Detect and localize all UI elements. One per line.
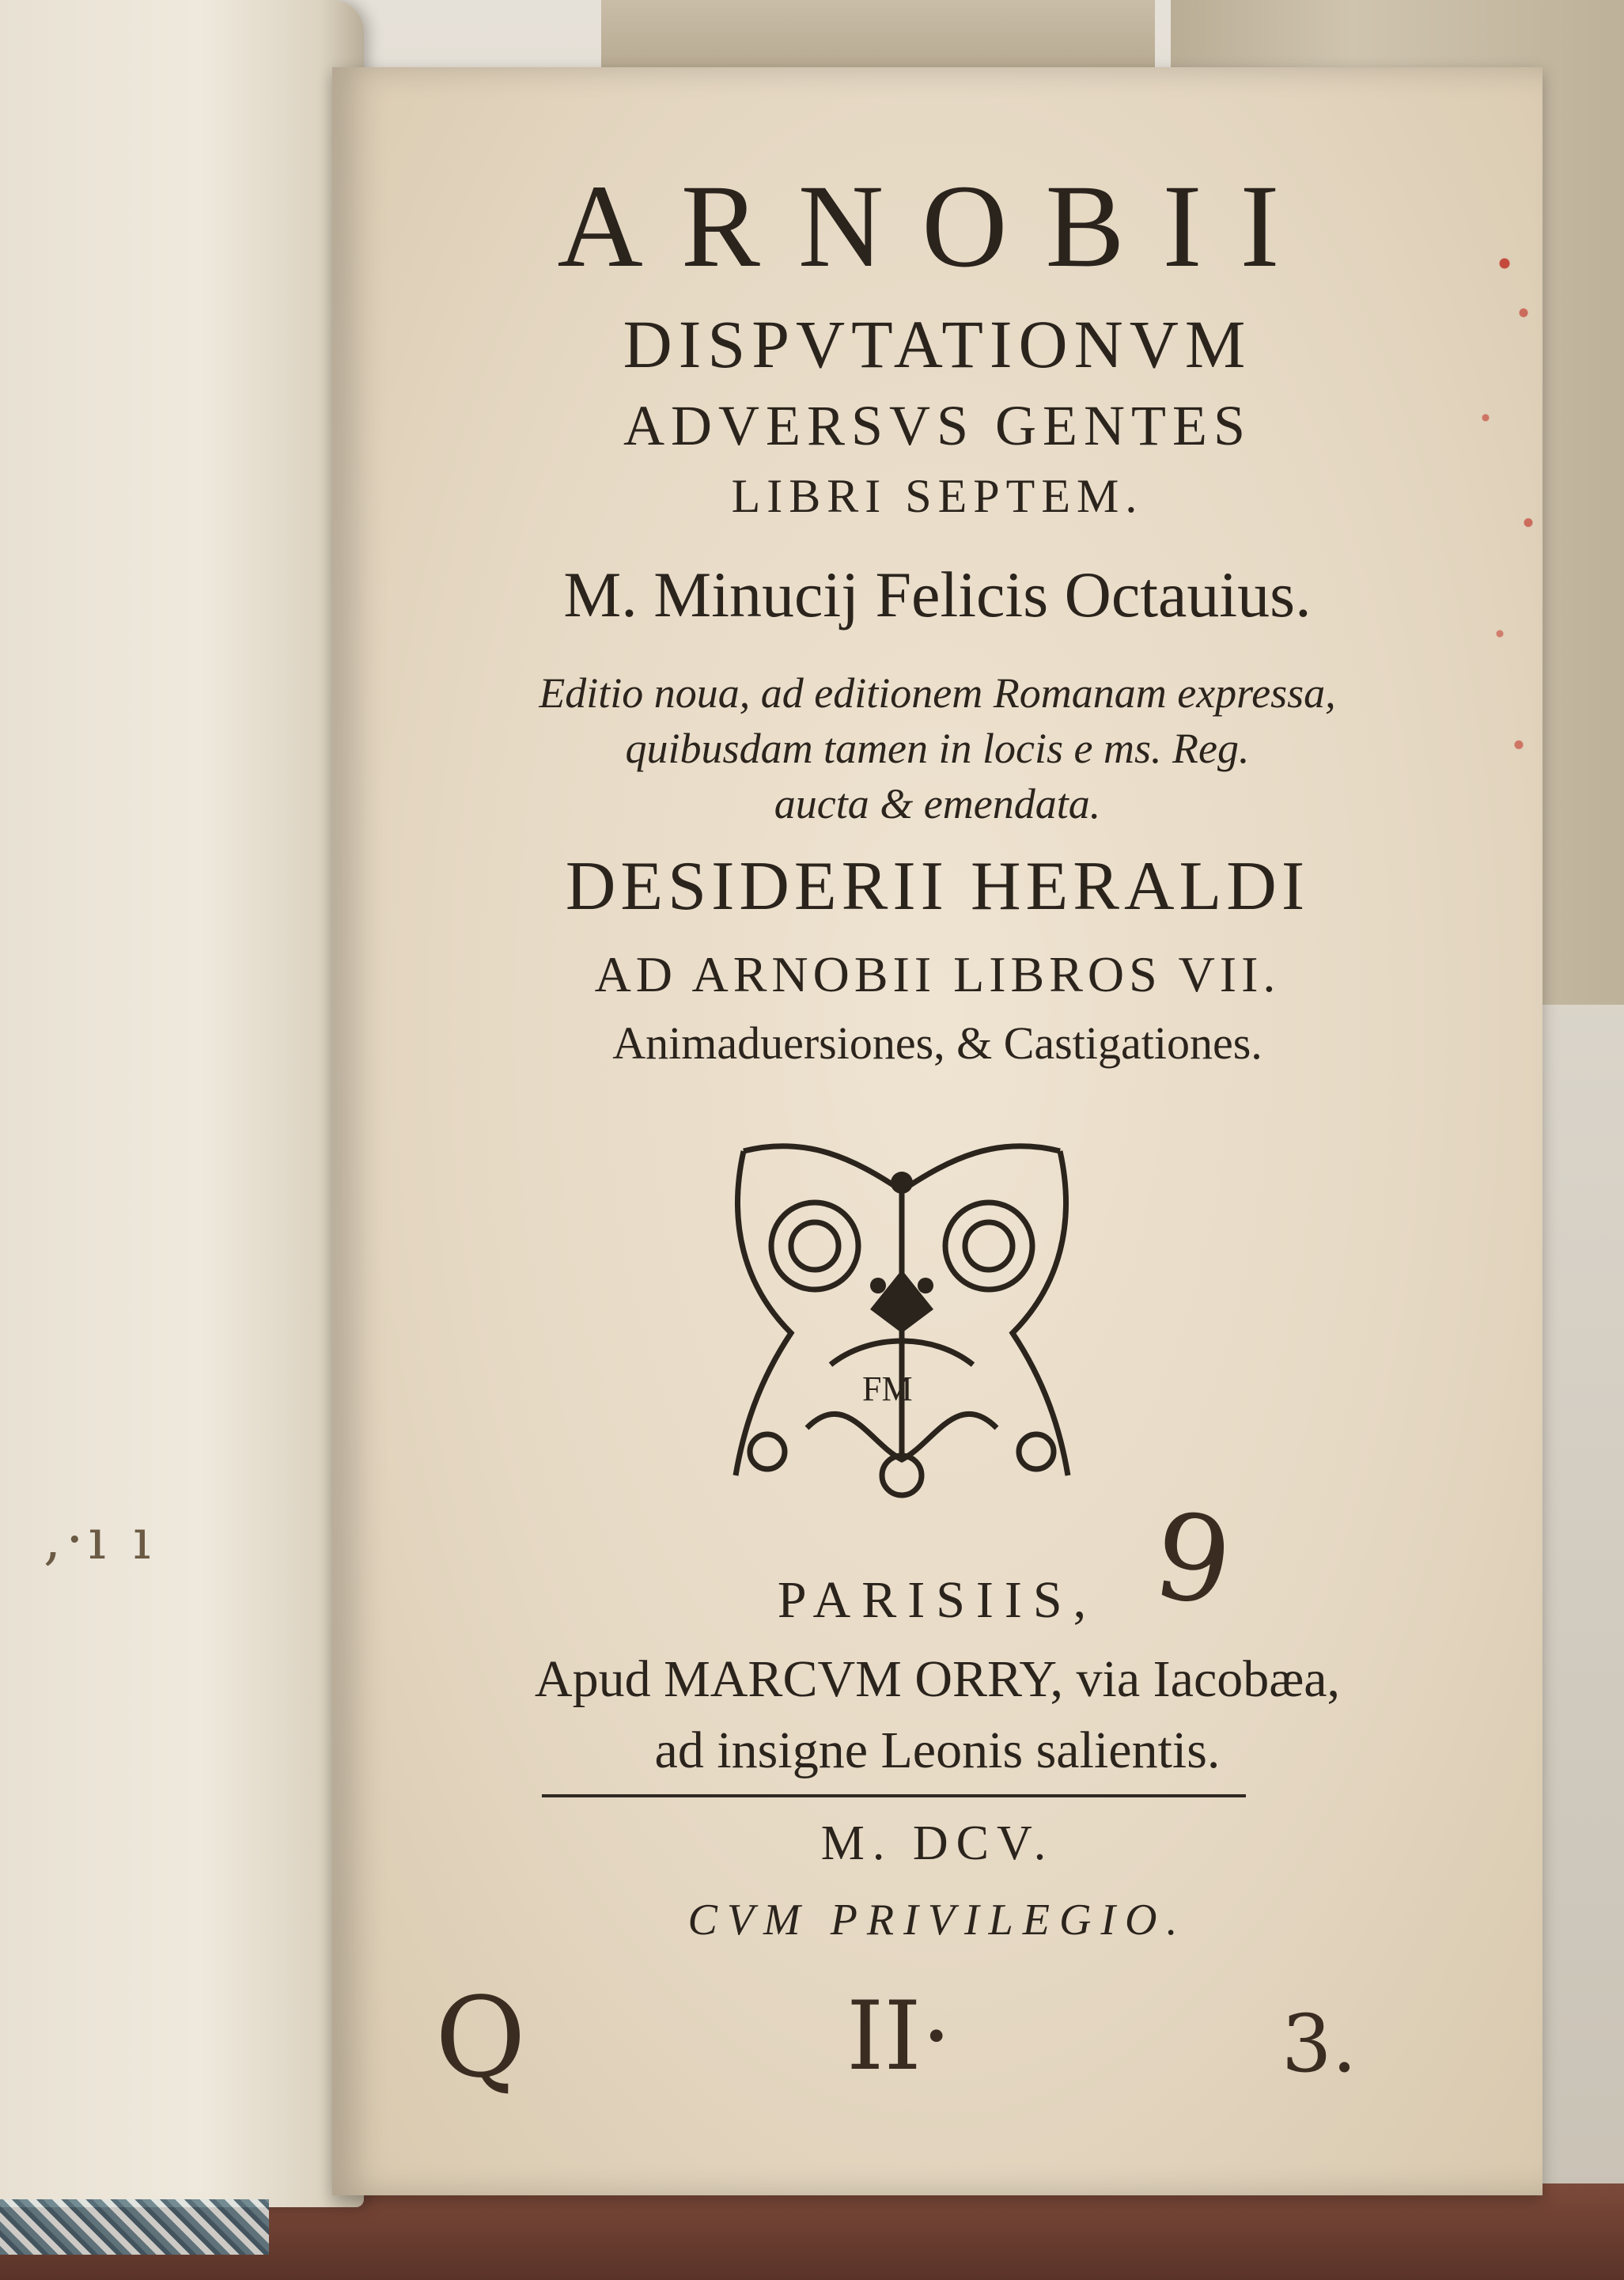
second-work-title: M. Minucij Felicis Octauius. <box>563 559 1312 631</box>
edition-line-2: quibusdam tamen in locis e ms. Reg. <box>625 725 1250 772</box>
privilege-line: CVM PRIVILEGIO. <box>687 1896 1187 1945</box>
handwritten-shelf-letter: Q <box>435 1974 526 2103</box>
commentary-line-1: AD ARNOBII LIBROS VII. <box>594 946 1281 1002</box>
author-title: ARNOBII <box>557 161 1318 292</box>
work-title-line-3: LIBRI SEPTEM. <box>731 470 1144 522</box>
work-title-line-1: DISPVTATIONVM <box>623 306 1252 382</box>
left-flyleaf <box>0 0 364 2207</box>
edition-line-1: Editio noua, ad editionem Romanam expressa, <box>539 669 1336 717</box>
printer-initials: FM <box>862 1369 913 1408</box>
imprint-line-2: ad insigne Leonis salientis. <box>654 1721 1221 1779</box>
commentator-name: DESIDERII HERALDI <box>565 848 1310 925</box>
imprint-place: PARISIIS, <box>777 1571 1098 1629</box>
printer-device-ornament <box>712 1127 1092 1507</box>
imprint-line-1: Apud MARCVM ORRY, via Iacobæa, <box>534 1650 1341 1708</box>
edition-line-3: aucta & emendata. <box>774 780 1101 828</box>
flyleaf-marks: ,·ı ı <box>44 1507 156 1572</box>
commentary-line-2: Animaduersiones, & Castigationes. <box>612 1017 1262 1069</box>
marbled-endpaper <box>0 2199 269 2255</box>
handwritten-number: 9 <box>1145 1487 1240 1634</box>
title-page <box>332 67 1543 2195</box>
imprint-year: M. DCV. <box>820 1816 1054 1870</box>
handwritten-shelf-number: 3. <box>1281 1998 1357 2090</box>
handwritten-shelf-roman: II· <box>846 1982 952 2092</box>
imprint-rule <box>542 1794 1246 1797</box>
work-title-line-2: ADVERSVS GENTES <box>623 394 1252 457</box>
